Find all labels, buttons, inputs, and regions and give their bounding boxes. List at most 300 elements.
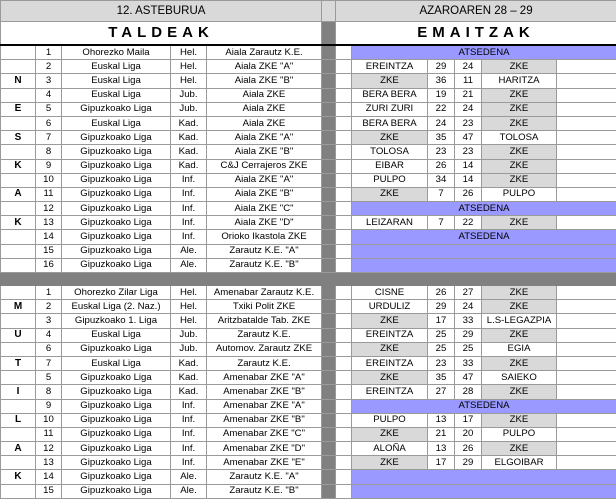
row-pad <box>336 173 352 187</box>
team-name: Amenabar ZKE "E" <box>207 456 322 470</box>
league-name: Euskal Liga <box>62 74 171 88</box>
category: Inf. <box>171 230 207 244</box>
away-score: 27 <box>455 286 482 300</box>
table-row <box>1 88 616 102</box>
team-name: Zarautz K.E. "A" <box>207 244 322 258</box>
league-name: Gipuzkoako Liga <box>62 244 171 258</box>
row-number: 4 <box>36 88 62 102</box>
row-pad-end <box>557 131 616 145</box>
table-row <box>1 356 616 370</box>
away-team: ZKE <box>482 442 557 456</box>
side-letter <box>1 173 36 187</box>
separator-bar <box>1 273 616 286</box>
table-row <box>1 230 616 244</box>
row-pad-end <box>557 159 616 173</box>
row-number: 3 <box>36 74 62 88</box>
row-pad <box>336 356 352 370</box>
table-row <box>1 456 616 470</box>
side-letter <box>1 342 36 356</box>
empty-result <box>352 244 616 258</box>
side-letter <box>1 286 36 300</box>
divider <box>322 484 336 498</box>
side-letter: S <box>1 131 36 145</box>
row-pad <box>336 456 352 470</box>
home-score: 26 <box>428 286 455 300</box>
league-name: Euskal Liga <box>62 60 171 74</box>
team-name: Zarautz K.E. <box>207 328 322 342</box>
results-title: EMAITZAK <box>336 22 616 46</box>
divider <box>322 202 336 216</box>
row-pad-end <box>557 116 616 130</box>
away-score: 24 <box>455 102 482 116</box>
row-pad <box>336 328 352 342</box>
league-name: Gipuzkoako Liga <box>62 399 171 413</box>
section-title-row <box>1 22 616 46</box>
divider <box>322 470 336 484</box>
row-number: 16 <box>36 258 62 272</box>
divider <box>322 74 336 88</box>
row-number: 5 <box>36 102 62 116</box>
bye-label: ATSEDENA <box>352 399 616 413</box>
table-row <box>1 342 616 356</box>
home-score: 36 <box>428 74 455 88</box>
row-number: 8 <box>36 145 62 159</box>
row-pad <box>336 300 352 314</box>
away-score: 17 <box>455 413 482 427</box>
row-number: 2 <box>36 300 62 314</box>
divider <box>322 102 336 116</box>
side-letter: I <box>1 385 36 399</box>
league-name: Gipuzkoako Liga <box>62 159 171 173</box>
section-separator <box>1 273 616 286</box>
away-score: 33 <box>455 356 482 370</box>
category: Ale. <box>171 470 207 484</box>
team-name: Aiala ZKE "A" <box>207 131 322 145</box>
team-name: Aiala ZKE "A" <box>207 60 322 74</box>
table-row <box>1 45 616 60</box>
league-name: Ohorezko Zilar Liga <box>62 286 171 300</box>
home-score: 13 <box>428 442 455 456</box>
category: Inf. <box>171 399 207 413</box>
divider <box>322 456 336 470</box>
team-name: Zarautz K.E. "A" <box>207 470 322 484</box>
side-letter <box>1 484 36 498</box>
row-pad <box>336 413 352 427</box>
row-pad <box>336 202 352 216</box>
away-score: 14 <box>455 159 482 173</box>
home-score: 23 <box>428 356 455 370</box>
divider <box>322 442 336 456</box>
row-number: 10 <box>36 413 62 427</box>
home-score: 34 <box>428 173 455 187</box>
table-row <box>1 145 616 159</box>
league-name: Gipuzkoako Liga <box>62 230 171 244</box>
away-team: ZKE <box>482 173 557 187</box>
table-row <box>1 413 616 427</box>
team-name: Aiala ZKE <box>207 116 322 130</box>
divider <box>322 286 336 300</box>
table-row <box>1 399 616 413</box>
away-score: 33 <box>455 314 482 328</box>
home-score: 25 <box>428 328 455 342</box>
away-team: ZKE <box>482 286 557 300</box>
row-pad <box>336 371 352 385</box>
home-score: 25 <box>428 342 455 356</box>
away-team: SAIEKO <box>482 371 557 385</box>
away-score: 26 <box>455 442 482 456</box>
league-name: Gipuzkoako 1. Liga <box>62 314 171 328</box>
side-letter: U <box>1 328 36 342</box>
side-letter <box>1 244 36 258</box>
league-name: Gipuzkoako Liga <box>62 385 171 399</box>
away-team: ZKE <box>482 385 557 399</box>
row-number: 11 <box>36 187 62 201</box>
home-team: ZKE <box>352 314 428 328</box>
category: Kad. <box>171 131 207 145</box>
table-row <box>1 286 616 300</box>
team-name: Aiala ZKE "D" <box>207 216 322 230</box>
table-row <box>1 244 616 258</box>
row-number: 6 <box>36 116 62 130</box>
row-pad-end <box>557 300 616 314</box>
league-name: Gipuzkoako Liga <box>62 342 171 356</box>
row-pad-end <box>557 328 616 342</box>
team-name: Aiala ZKE "C" <box>207 202 322 216</box>
table-row <box>1 116 616 130</box>
away-score: 28 <box>455 385 482 399</box>
team-name: Aiala Zarautz K.E. <box>207 45 322 60</box>
league-name: Euskal Liga <box>62 116 171 130</box>
divider <box>322 173 336 187</box>
team-name: Amenabar ZKE "C" <box>207 427 322 441</box>
divider <box>322 258 336 272</box>
side-letter <box>1 314 36 328</box>
divider <box>322 60 336 74</box>
table-row <box>1 442 616 456</box>
home-team: ZURI ZURI <box>352 102 428 116</box>
away-team: ELGOIBAR <box>482 456 557 470</box>
row-pad <box>336 385 352 399</box>
league-name: Euskal Liga <box>62 88 171 102</box>
row-pad <box>336 244 352 258</box>
divider <box>322 145 336 159</box>
away-score: 24 <box>455 60 482 74</box>
divider <box>322 88 336 102</box>
row-pad <box>336 131 352 145</box>
row-pad <box>336 470 352 484</box>
home-score: 35 <box>428 371 455 385</box>
category: Hel. <box>171 74 207 88</box>
league-name: Gipuzkoako Liga <box>62 442 171 456</box>
league-name: Gipuzkoako Liga <box>62 173 171 187</box>
row-pad-end <box>557 314 616 328</box>
away-score: 47 <box>455 131 482 145</box>
row-number: 9 <box>36 399 62 413</box>
side-letter: M <box>1 300 36 314</box>
row-pad <box>336 145 352 159</box>
bye-label: ATSEDENA <box>352 230 616 244</box>
bye-label: ATSEDENA <box>352 45 616 60</box>
row-pad <box>336 230 352 244</box>
away-team: L.S-LEGAZPIA <box>482 314 557 328</box>
row-number: 3 <box>36 314 62 328</box>
home-score: 19 <box>428 88 455 102</box>
row-pad-end <box>557 88 616 102</box>
empty-result <box>352 470 616 484</box>
team-name: Amenabar ZKE "D" <box>207 442 322 456</box>
row-pad <box>336 399 352 413</box>
table-row <box>1 371 616 385</box>
team-name: Aiala ZKE "B" <box>207 145 322 159</box>
divider <box>322 328 336 342</box>
team-name: Aiala ZKE "B" <box>207 74 322 88</box>
divider <box>322 22 336 46</box>
away-team: ZKE <box>482 145 557 159</box>
team-name: Aiala ZKE <box>207 102 322 116</box>
row-number: 11 <box>36 427 62 441</box>
divider <box>322 159 336 173</box>
row-number: 1 <box>36 45 62 60</box>
side-letter: K <box>1 470 36 484</box>
away-team: ZKE <box>482 413 557 427</box>
home-score: 29 <box>428 60 455 74</box>
team-name: Zarautz K.E. "B" <box>207 484 322 498</box>
row-pad-end <box>557 286 616 300</box>
league-name: Gipuzkoako Liga <box>62 102 171 116</box>
side-letter <box>1 45 36 60</box>
top-header-row <box>1 1 616 22</box>
bye-label: ATSEDENA <box>352 202 616 216</box>
category: Inf. <box>171 413 207 427</box>
row-pad-end <box>557 173 616 187</box>
side-letter <box>1 456 36 470</box>
home-score: 23 <box>428 145 455 159</box>
divider <box>322 413 336 427</box>
category: Inf. <box>171 216 207 230</box>
row-pad <box>336 314 352 328</box>
side-letter <box>1 145 36 159</box>
table-row <box>1 102 616 116</box>
team-name: Zarautz K.E. "B" <box>207 258 322 272</box>
empty-result <box>352 258 616 272</box>
category: Ale. <box>171 258 207 272</box>
side-letter: A <box>1 187 36 201</box>
side-letter <box>1 399 36 413</box>
row-pad <box>336 258 352 272</box>
table-row <box>1 60 616 74</box>
home-team: TOLOSA <box>352 145 428 159</box>
divider <box>322 342 336 356</box>
table-row <box>1 314 616 328</box>
table-row <box>1 74 616 88</box>
category: Jub. <box>171 328 207 342</box>
table-row <box>1 131 616 145</box>
away-team: ZKE <box>482 216 557 230</box>
team-name: Amenabar Zarautz K.E. <box>207 286 322 300</box>
team-name: Aiala ZKE "A" <box>207 173 322 187</box>
league-name: Gipuzkoako Liga <box>62 258 171 272</box>
away-score: 11 <box>455 74 482 88</box>
row-pad <box>336 286 352 300</box>
table-row <box>1 427 616 441</box>
row-number: 14 <box>36 230 62 244</box>
row-pad-end <box>557 442 616 456</box>
team-name: Orioko Ikastola ZKE <box>207 230 322 244</box>
row-number: 12 <box>36 442 62 456</box>
divider <box>322 385 336 399</box>
home-score: 27 <box>428 385 455 399</box>
table-row <box>1 484 616 498</box>
home-score: 7 <box>428 187 455 201</box>
category: Inf. <box>171 456 207 470</box>
row-number: 8 <box>36 385 62 399</box>
row-pad-end <box>557 60 616 74</box>
home-score: 24 <box>428 116 455 130</box>
side-letter <box>1 88 36 102</box>
league-name: Ohorezko Maila <box>62 45 171 60</box>
table-row <box>1 216 616 230</box>
side-letter <box>1 371 36 385</box>
league-name: Gipuzkoako Liga <box>62 470 171 484</box>
home-score: 7 <box>428 216 455 230</box>
away-score: 23 <box>455 116 482 130</box>
away-score: 29 <box>455 456 482 470</box>
away-team: ZKE <box>482 88 557 102</box>
row-pad <box>336 484 352 498</box>
category: Jub. <box>171 102 207 116</box>
home-score: 21 <box>428 427 455 441</box>
away-score: 47 <box>455 371 482 385</box>
row-pad-end <box>557 371 616 385</box>
table-row <box>1 187 616 201</box>
row-number: 12 <box>36 202 62 216</box>
table-row <box>1 159 616 173</box>
home-score: 26 <box>428 159 455 173</box>
category: Jub. <box>171 342 207 356</box>
away-team: PULPO <box>482 187 557 201</box>
away-team: ZKE <box>482 300 557 314</box>
table-row <box>1 385 616 399</box>
row-pad <box>336 342 352 356</box>
side-letter <box>1 427 36 441</box>
league-name: Euskal Liga (2. Naz.) <box>62 300 171 314</box>
row-pad <box>336 187 352 201</box>
row-pad-end <box>557 385 616 399</box>
row-pad <box>336 216 352 230</box>
divider <box>322 427 336 441</box>
category: Hel. <box>171 314 207 328</box>
home-team: PULPO <box>352 173 428 187</box>
team-name: Aritzbatalde Tab. ZKE <box>207 314 322 328</box>
league-name: Gipuzkoako Liga <box>62 456 171 470</box>
away-team: ZKE <box>482 60 557 74</box>
category: Ale. <box>171 244 207 258</box>
empty-result <box>352 484 616 498</box>
away-score: 14 <box>455 173 482 187</box>
league-name: Gipuzkoako Liga <box>62 216 171 230</box>
row-number: 4 <box>36 328 62 342</box>
row-number: 1 <box>36 286 62 300</box>
league-name: Gipuzkoako Liga <box>62 484 171 498</box>
category: Kad. <box>171 371 207 385</box>
category: Kad. <box>171 116 207 130</box>
category: Hel. <box>171 286 207 300</box>
away-score: 26 <box>455 187 482 201</box>
category: Jub. <box>171 88 207 102</box>
league-name: Gipuzkoako Liga <box>62 202 171 216</box>
category: Inf. <box>171 187 207 201</box>
away-team: EGIA <box>482 342 557 356</box>
divider <box>322 116 336 130</box>
team-name: Amenabar ZKE "A" <box>207 399 322 413</box>
row-pad-end <box>557 145 616 159</box>
row-pad <box>336 60 352 74</box>
away-score: 21 <box>455 88 482 102</box>
home-team: BERA BERA <box>352 88 428 102</box>
home-score: 29 <box>428 300 455 314</box>
row-pad-end <box>557 456 616 470</box>
away-team: ZKE <box>482 159 557 173</box>
team-name: Amenabar ZKE "B" <box>207 413 322 427</box>
row-pad-end <box>557 427 616 441</box>
away-score: 20 <box>455 427 482 441</box>
league-name: Gipuzkoako Liga <box>62 427 171 441</box>
row-number: 13 <box>36 456 62 470</box>
category: Inf. <box>171 442 207 456</box>
category: Kad. <box>171 385 207 399</box>
side-letter: K <box>1 159 36 173</box>
date-label: AZAROAREN 28 – 29 <box>336 1 616 22</box>
divider <box>322 244 336 258</box>
divider <box>322 230 336 244</box>
row-number: 6 <box>36 342 62 356</box>
row-pad-end <box>557 342 616 356</box>
home-team: ZKE <box>352 131 428 145</box>
row-number: 15 <box>36 244 62 258</box>
divider <box>322 399 336 413</box>
home-team: EIBAR <box>352 159 428 173</box>
side-letter: A <box>1 442 36 456</box>
home-score: 13 <box>428 413 455 427</box>
home-team: LEIZARAN <box>352 216 428 230</box>
divider <box>322 300 336 314</box>
row-pad <box>336 427 352 441</box>
side-letter: K <box>1 216 36 230</box>
row-pad-end <box>557 413 616 427</box>
row-pad-end <box>557 356 616 370</box>
home-score: 35 <box>428 131 455 145</box>
home-team: EREINTZA <box>352 385 428 399</box>
category: Hel. <box>171 45 207 60</box>
row-pad <box>336 102 352 116</box>
league-name: Euskal Liga <box>62 328 171 342</box>
divider <box>322 314 336 328</box>
home-team: EREINTZA <box>352 328 428 342</box>
away-team: HARITZA <box>482 74 557 88</box>
category: Inf. <box>171 173 207 187</box>
away-team: TOLOSA <box>482 131 557 145</box>
home-team: ZKE <box>352 427 428 441</box>
team-name: Aiala ZKE <box>207 88 322 102</box>
side-letter <box>1 258 36 272</box>
team-name: Amenabar ZKE "A" <box>207 371 322 385</box>
side-letter <box>1 116 36 130</box>
table-row <box>1 328 616 342</box>
category: Kad. <box>171 159 207 173</box>
home-score: 17 <box>428 456 455 470</box>
divider <box>322 45 336 60</box>
row-pad <box>336 45 352 60</box>
